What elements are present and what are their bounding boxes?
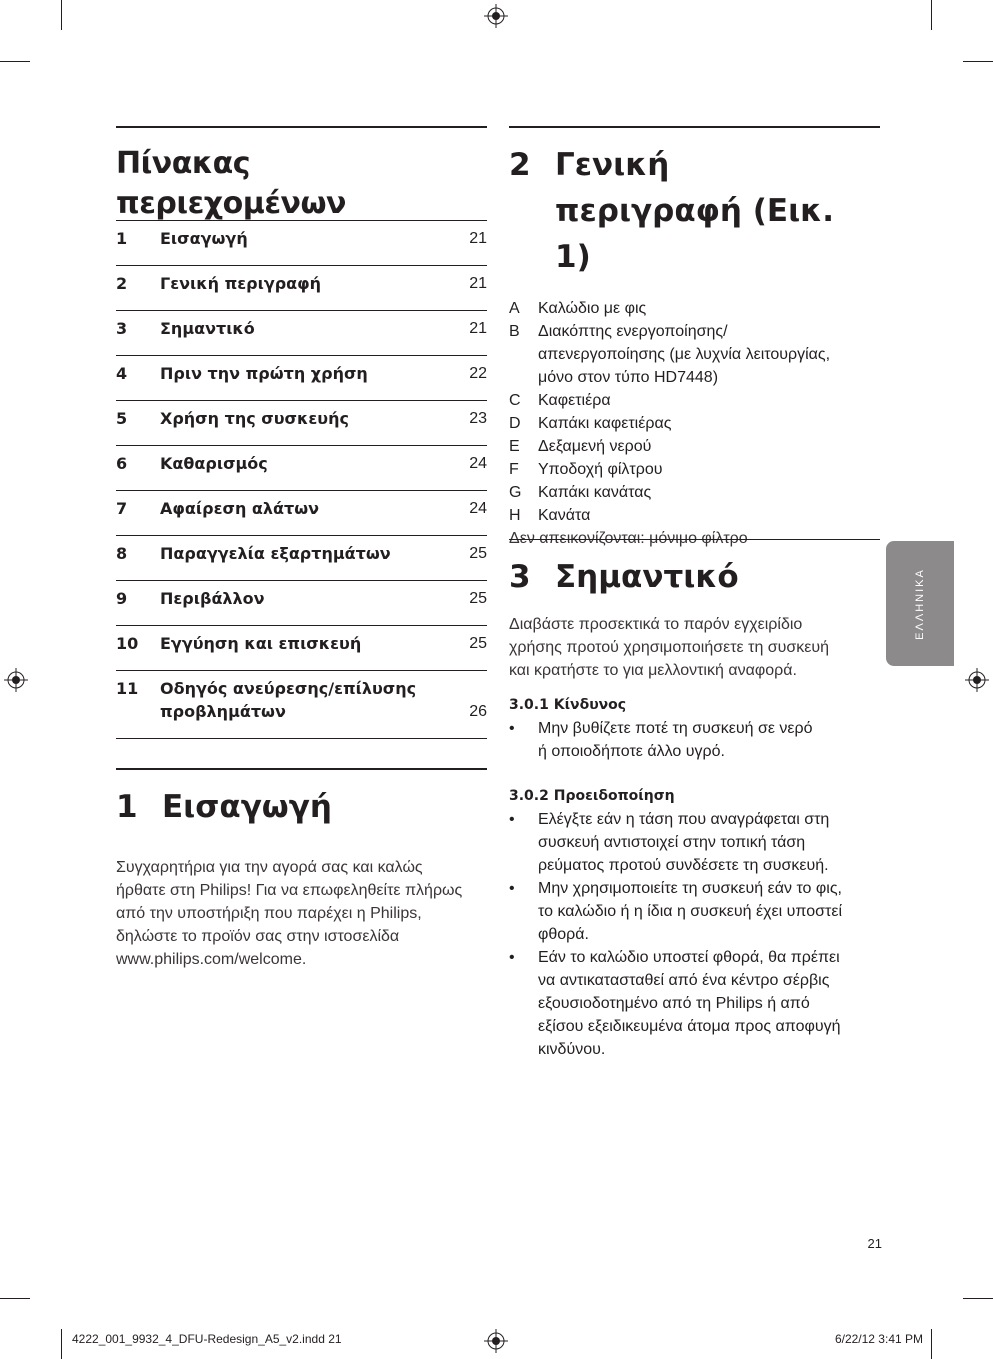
bullet-text-line: φθορά. xyxy=(538,926,589,943)
paragraph-line: ήρθατε στη Philips! Για να επωφεληθείτε πλήρως xyxy=(116,882,463,899)
toc-row-label: Εγγύηση και επισκευή xyxy=(160,634,362,653)
toc-table xyxy=(116,220,487,739)
section-title-line: Γενική xyxy=(555,147,670,183)
toc-row-label: Χρήση της συσκευής xyxy=(160,409,349,428)
toc-row-number: 7 xyxy=(116,499,128,518)
bullet-text-line: συσκευή αντιστοιχεί στην τοπική τάση xyxy=(538,834,806,851)
bullet-text-line: Μην χρησιμοποιείτε τη συσκευή εάν το φις, xyxy=(538,880,842,897)
paragraph-line: www.philips.com/welcome. xyxy=(116,951,307,968)
toc-row-label: Παραγγελία εξαρτημάτων xyxy=(160,544,391,563)
toc-row-page: 21 xyxy=(469,275,487,292)
toc-row[interactable] xyxy=(116,671,487,739)
legend-key: A xyxy=(509,300,520,317)
toc-row[interactable] xyxy=(116,311,487,356)
warning-list xyxy=(509,808,880,1061)
bullet-icon: • xyxy=(509,949,515,966)
bullet-item xyxy=(509,946,880,1061)
toc-row-number: 5 xyxy=(116,409,128,428)
bullet-text xyxy=(538,877,842,946)
toc-row-label xyxy=(160,677,457,723)
toc-row-page: 25 xyxy=(469,635,487,652)
paragraph-line: δηλώστε το προϊόν σας στην ιστοσελίδα xyxy=(116,928,400,945)
section-general-description xyxy=(509,126,880,550)
toc-row-label: Εισαγωγή xyxy=(160,229,248,248)
danger-heading: 3.0.1 Κίνδυνος xyxy=(509,697,627,713)
bullet-item xyxy=(509,717,880,763)
crop-mark xyxy=(931,1329,932,1359)
toc-row-label: Αφαίρεση αλάτων xyxy=(160,499,320,518)
bullet-text-line: ρεύματος προτού συνδέσετε τη συσκευή. xyxy=(538,857,829,874)
toc-row-number: 8 xyxy=(116,544,128,563)
legend-item xyxy=(509,435,880,458)
toc-row-page: 25 xyxy=(469,545,487,562)
legend-key: G xyxy=(509,484,522,501)
legend-item xyxy=(509,297,880,320)
bullet-text xyxy=(538,808,829,877)
toc-row[interactable] xyxy=(116,491,487,536)
bullet-text-line: εξίσου εξειδικευμένα άτομα προς αποφυγή xyxy=(538,1018,841,1035)
legend-item xyxy=(509,320,880,389)
crop-mark xyxy=(963,1298,993,1299)
toc-row[interactable] xyxy=(116,626,487,671)
not-shown-note: Δεν απεικονίζονται: μόνιμο φίλτρο xyxy=(509,530,748,547)
section-number: 2 xyxy=(509,147,531,183)
danger-list xyxy=(509,717,880,763)
registration-mark-icon xyxy=(4,668,28,692)
bullet-icon: • xyxy=(509,811,515,828)
toc-row-page: 24 xyxy=(469,500,487,517)
language-tab-label: ΕΛΛΗΝΙΚΑ xyxy=(914,567,926,640)
section-title xyxy=(555,142,880,280)
paragraph-line: Συγχαρητήρια για την αγορά σας και καλώς xyxy=(116,859,423,876)
legend-item xyxy=(509,389,880,412)
section-title: Σημαντικό xyxy=(555,559,739,595)
crop-mark xyxy=(0,1298,30,1299)
crop-mark xyxy=(931,0,932,30)
bullet-text xyxy=(538,717,813,763)
footer-date-time: 6/22/12 3:41 PM xyxy=(834,1332,923,1346)
toc-row[interactable] xyxy=(116,401,487,446)
bullet-icon: • xyxy=(509,880,515,897)
toc-row-number: 2 xyxy=(116,274,128,293)
registration-mark-icon xyxy=(484,1329,508,1353)
legend-text: Καπάκι κανάτας xyxy=(538,484,652,501)
toc-row[interactable] xyxy=(116,356,487,401)
toc-row-label: Περιβάλλον xyxy=(160,589,265,608)
paragraph-line: Διαβάστε προσεκτικά το παρόν εγχειρίδιο xyxy=(509,616,803,633)
paragraph-line: από την υποστήριξη που παρέχει η Philips, xyxy=(116,905,422,922)
section-heading xyxy=(509,142,880,280)
registration-mark-icon xyxy=(965,668,989,692)
legend-key: D xyxy=(509,415,521,432)
toc-row-page: 24 xyxy=(469,455,487,472)
legend-key: B xyxy=(509,323,520,340)
legend-text-line: μόνο στον τύπο HD7448) xyxy=(538,369,719,386)
section-number: 3 xyxy=(509,559,531,595)
section-introduction xyxy=(116,768,487,971)
section-heading xyxy=(509,554,880,600)
bullet-text-line: να αντικατασταθεί από ένα κέντρο σέρβις xyxy=(538,972,830,989)
section-number: 1 xyxy=(116,789,138,825)
legend-text xyxy=(538,320,830,389)
bullet-text-line: ή οποιοδήποτε άλλο υγρό. xyxy=(538,743,725,760)
toc-row-page: 21 xyxy=(469,230,487,247)
bullet-text-line: το καλώδιο ή η ίδια η συσκευή έχει υποστεί xyxy=(538,903,843,920)
intro-paragraph xyxy=(116,856,487,971)
toc-row[interactable] xyxy=(116,221,487,266)
crop-mark xyxy=(61,1329,62,1359)
toc-row-label-line: προβλημάτων xyxy=(160,702,286,721)
crop-mark xyxy=(61,0,62,30)
toc-row-number: 3 xyxy=(116,319,128,338)
toc-row-label: Σημαντικό xyxy=(160,319,255,338)
crop-mark xyxy=(0,61,30,62)
legend-text-line: απενεργοποίησης (με λυχνία λειτουργίας, xyxy=(538,346,831,363)
legend-text-line: Διακόπτης ενεργοποίησης/ xyxy=(538,323,728,340)
toc-row-label: Γενική περιγραφή xyxy=(160,274,322,293)
legend-item xyxy=(509,504,880,527)
toc-row-label: Καθαρισμός xyxy=(160,454,268,473)
bullet-text xyxy=(538,946,841,1061)
toc-row-number: 11 xyxy=(116,679,139,698)
toc-row-page: 25 xyxy=(469,590,487,607)
toc-row-label-line: Οδηγός ανεύρεσης/επίλυσης xyxy=(160,679,417,698)
legend-text: Δεξαμενή νερού xyxy=(538,438,652,455)
language-tab xyxy=(886,541,954,666)
bullet-item xyxy=(509,808,880,877)
toc-row-number: 9 xyxy=(116,589,128,608)
legend-text: Καφετιέρα xyxy=(538,392,611,409)
toc-row-number: 1 xyxy=(116,229,128,248)
bullet-text-line: Εάν το καλώδιο υποστεί φθορά, θα πρέπει xyxy=(538,949,840,966)
bullet-icon: • xyxy=(509,720,515,737)
legend-text: Υποδοχή φίλτρου xyxy=(538,461,663,478)
footer-file-info: 4222_001_9932_4_DFU-Redesign_A5_v2.indd 21 xyxy=(72,1332,342,1346)
legend-key: C xyxy=(509,392,521,409)
toc-row-page: 26 xyxy=(469,703,487,720)
toc-row[interactable] xyxy=(116,581,487,626)
section-important xyxy=(509,539,880,1061)
toc-row-number: 6 xyxy=(116,454,128,473)
bullet-text-line: κινδύνου. xyxy=(538,1041,606,1058)
section-title-line: περιγραφή (Εικ. 1) xyxy=(555,193,834,275)
legend-key: H xyxy=(509,507,521,524)
legend-key: F xyxy=(509,461,519,478)
bullet-text-line: εξουσιοδοτημένο από τη Philips ή από xyxy=(538,995,810,1012)
toc-row-number: 4 xyxy=(116,364,128,383)
section-heading xyxy=(116,784,487,830)
legend-text: Κανάτα xyxy=(538,507,591,524)
paragraph-line: και κρατήστε το για μελλοντική αναφορά. xyxy=(509,662,797,679)
parts-legend xyxy=(509,297,880,527)
important-intro xyxy=(509,613,880,682)
page-number: 21 xyxy=(867,1236,882,1251)
toc-row[interactable] xyxy=(116,266,487,311)
bullet-text-line: Μην βυθίζετε ποτέ τη συσκευή σε νερό xyxy=(538,720,813,737)
toc-row-label: Πριν την πρώτη χρήση xyxy=(160,364,368,383)
legend-item xyxy=(509,481,880,504)
legend-item xyxy=(509,412,880,435)
legend-text: Καπάκι καφετιέρας xyxy=(538,415,672,432)
toc-row-page: 23 xyxy=(469,410,487,427)
toc-row[interactable] xyxy=(116,446,487,491)
toc-row-page: 21 xyxy=(469,320,487,337)
toc-row[interactable] xyxy=(116,536,487,581)
toc-row-number: 10 xyxy=(116,634,139,653)
toc-title: Πίνακας περιεχομένων xyxy=(116,146,346,221)
toc-row-page: 22 xyxy=(469,365,487,382)
paragraph-line: χρήσης προτού χρησιμοποιήσετε τη συσκευή xyxy=(509,639,830,656)
toc-header xyxy=(116,126,487,224)
legend-key: E xyxy=(509,438,520,455)
bullet-item xyxy=(509,877,880,946)
legend-text: Καλώδιο με φις xyxy=(538,300,647,317)
crop-mark xyxy=(963,61,993,62)
legend-item xyxy=(509,458,880,481)
warning-heading: 3.0.2 Προειδοποίηση xyxy=(509,788,675,804)
registration-mark-icon xyxy=(484,4,508,28)
section-title: Εισαγωγή xyxy=(162,789,332,825)
bullet-text-line: Ελέγξτε εάν η τάση που αναγράφεται στη xyxy=(538,811,830,828)
